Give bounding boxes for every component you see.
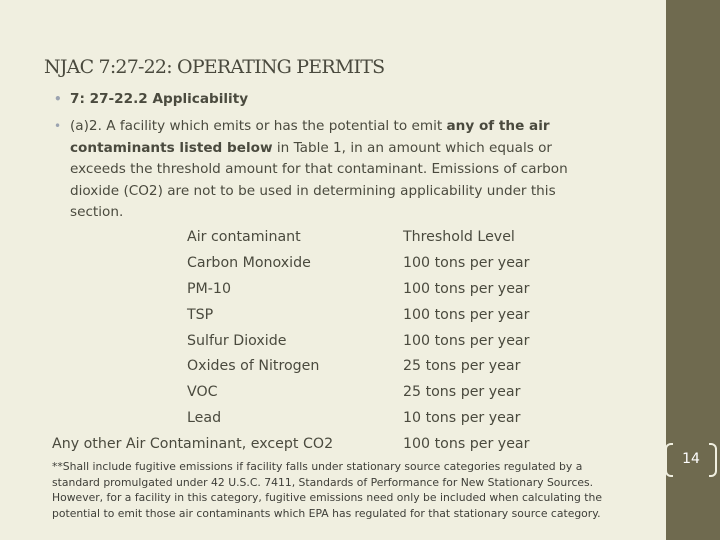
table-cell-threshold: 100 tons per year xyxy=(403,333,530,349)
table-cell-contaminant: Any other Air Contaminant, except CO2 xyxy=(52,436,334,452)
bullet-text-after: in Table 1, in an amount which equals or exceeds the threshold amount for that contaminant. Emissions of carbon dioxide (CO2) are not to be used in determining applicability under this section. xyxy=(70,139,568,220)
table-cell-threshold: 25 tons per year xyxy=(403,358,521,374)
table-cell-contaminant: TSP xyxy=(187,307,214,323)
table-cell-contaminant: PM-10 xyxy=(187,281,231,297)
table-header-contaminant: Air contaminant xyxy=(187,229,301,245)
table-cell-contaminant: Oxides of Nitrogen xyxy=(187,358,320,374)
bullet-text-bold: any of the air contaminants listed below xyxy=(70,118,550,156)
table-header-threshold: Threshold Level xyxy=(403,229,515,245)
bullet-text: 7: 27-22.2 Applicability xyxy=(70,91,249,107)
bullet-dot-icon: • xyxy=(54,119,62,133)
bullet-dot-icon: • xyxy=(54,92,62,106)
table-cell-threshold: 100 tons per year xyxy=(403,307,530,323)
slide-title: NJAC 7:27-22: OPERATING PERMITS xyxy=(44,56,385,78)
table-cell-contaminant: Sulfur Dioxide xyxy=(187,333,287,349)
table-cell-threshold: 100 tons per year xyxy=(403,436,530,452)
bullet-facility-definition xyxy=(54,116,590,224)
slide-number: 14 xyxy=(682,451,700,467)
slide-number-badge xyxy=(665,443,717,477)
table-cell-contaminant: Lead xyxy=(187,410,222,426)
table-cell-threshold: 100 tons per year xyxy=(403,255,530,271)
bullet-text-before: (a)2. A facility which emits or has the potential to emit xyxy=(70,118,447,134)
table-cell-contaminant: Carbon Monoxide xyxy=(187,255,311,271)
table-cell-threshold: 100 tons per year xyxy=(403,281,530,297)
table-cell-threshold: 25 tons per year xyxy=(403,384,521,400)
bullet-applicability xyxy=(54,89,590,111)
table-cell-threshold: 10 tons per year xyxy=(403,410,521,426)
table-cell-contaminant: VOC xyxy=(187,384,218,400)
footnote: **Shall include fugitive emissions if facility falls under stationary source categories regulated by a standard promulgated under 42 U.S.C. 7411, Standards of Performance for New Stationary Sources. However, for a facility in this category, fugitive emissions need only be included when calculating the potential to emit those air contaminants which EPA has regulated for that stationary source category. xyxy=(52,460,602,521)
